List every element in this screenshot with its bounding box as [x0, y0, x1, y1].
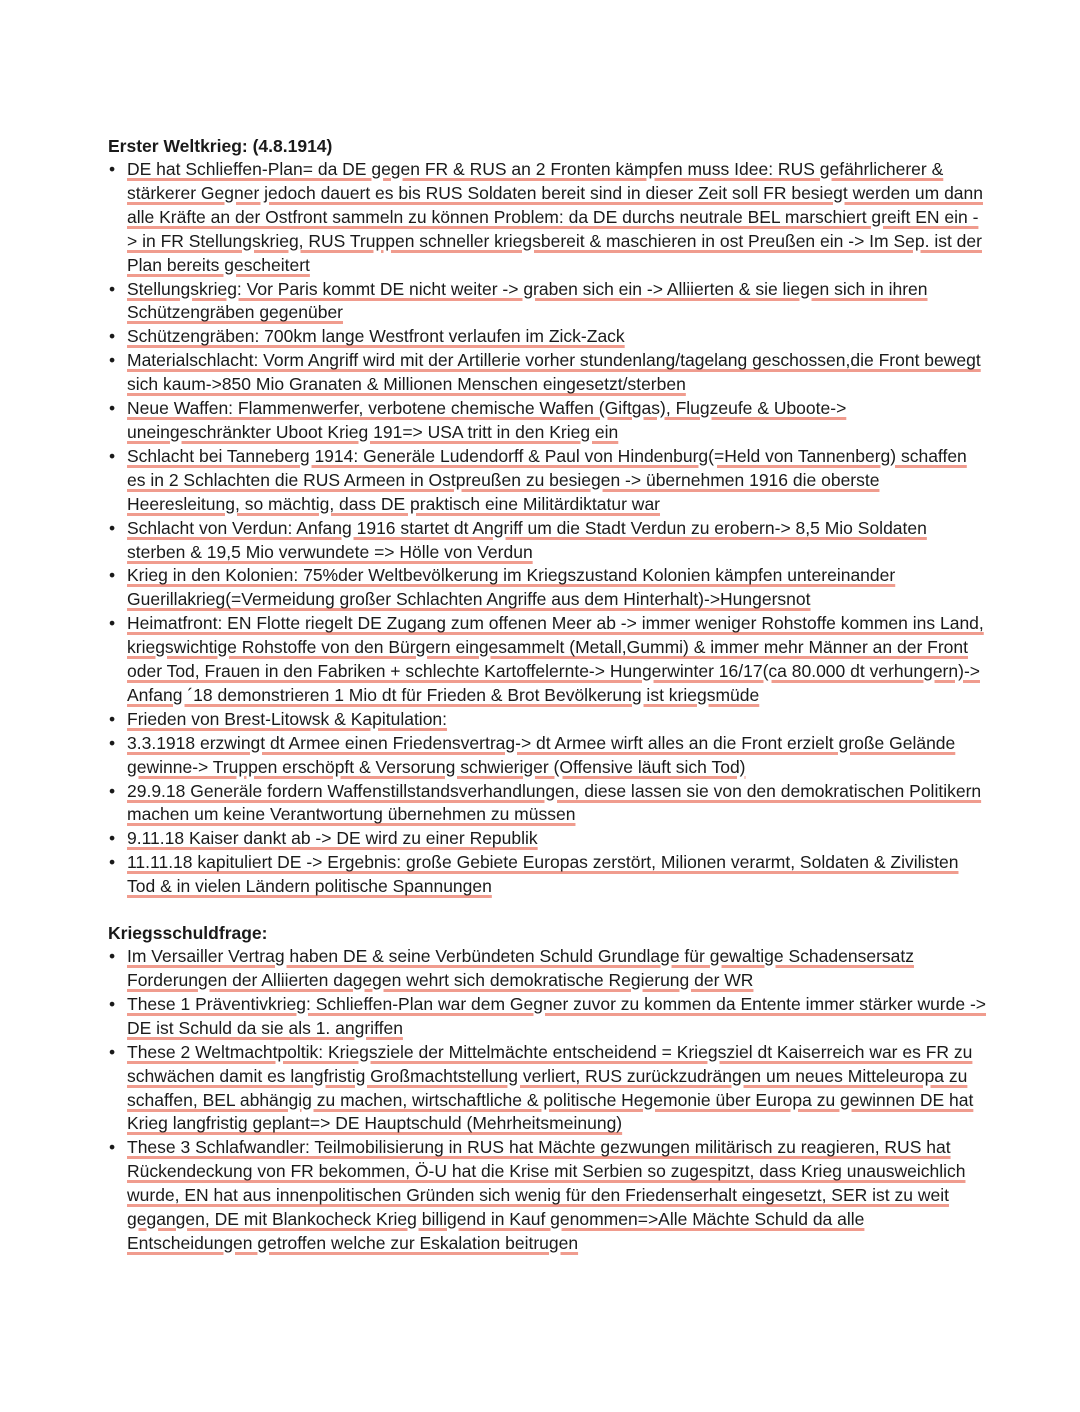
list-item: • Im Versailler Vertrag haben DE & seine Verbündeten Schuld Grundlage für gewaltige Schadensersatz Forderungen der Alliierten dagegen wehrt sich demokratische Regierung der WR — [108, 945, 988, 993]
list-item: • 29.9.18 Generäle fordern Waffenstillstandsverhandlungen, diese lassen sie von den demokratischen Politikern machen um keine Verantwortung übernehmen zu müssen — [108, 780, 988, 828]
bullet-list — [108, 945, 988, 1256]
list-item: • 9.11.18 Kaiser dankt ab -> DE wird zu einer Republik — [108, 827, 988, 851]
list-item: • Stellungskrieg: Vor Paris kommt DE nicht weiter -> graben sich ein -> Alliierten & sie liegen sich in ihren Schützengräben gegenüber — [108, 278, 988, 326]
notes-page — [108, 134, 988, 1278]
list-item: • DE hat Schlieffen-Plan= da DE gegen FR & RUS an 2 Fronten kämpfen muss Idee: RUS gefährlicherer & stärkerer Gegner jedoch dauert es bis RUS Soldaten bereit sind in dieser Zeit soll FR besiegt werden um dann alle Kräfte an der Ostfront sammeln zu können Problem: da DE durchs neutrale BEL marschiert greift EN ein -> in FR Stellungskrieg, RUS Truppen schneller kriegsbereit & maschieren in ost Preußen ein -> Im Sep. ist der Plan bereits gescheitert — [108, 158, 988, 278]
list-item: • These 2 Weltmachtpoltik: Kriegsziele der Mittelmächte entscheidend = Kriegsziel dt Kaiserreich war es FR zu schwächen damit es langfristig Großmachtstellung verliert, RUS zurückzudrängen um neues Mitteleuropa zu schaffen, BEL abhängig zu machen, wirtschaftliche & politische Hegemonie über Europa zu gewinnen DE hat Krieg langfristig geplant=> DE Hauptschuld (Mehrheitsmeinung) — [108, 1041, 988, 1137]
list-item: • Frieden von Brest-Litowsk & Kapitulation: — [108, 708, 988, 732]
list-item: • Materialschlacht: Vorm Angriff wird mit der Artillerie vorher stundenlang/tagelang geschossen,die Front bewegt sich kaum->850 Mio Granaten & Millionen Menschen eingesetzt/sterben — [108, 349, 988, 397]
list-item: • These 3 Schlafwandler: Teilmobilisierung in RUS hat Mächte gezwungen militärisch zu reagieren, RUS hat Rückendeckung von FR bekommen, Ö-U hat die Krise mit Serbien so zugespitzt, dass Krieg unausweichlich wurde, EN hat aus innenpolitischen Gründen sich wenig für den Friedenserhalt eingesetzt, SER ist zu weit gegangen, DE mit Blankocheck Krieg billigend in Kauf genommen=>Alle Mächte Schuld da alle Entscheidungen getroffen welche zur Eskalation beitrugen — [108, 1136, 988, 1256]
list-item: • These 1 Präventivkrieg: Schlieffen-Plan war dem Gegner zuvor zu kommen da Entente immer stärker wurde -> DE ist Schuld da sie als 1. angriffen — [108, 993, 988, 1041]
list-item: • Neue Waffen: Flammenwerfer, verbotene chemische Waffen (Giftgas), Flugzeufe & Uboote-> uneingeschränkter Uboot Krieg 191=> USA tritt in den Krieg ein — [108, 397, 988, 445]
section-kriegsschuldfrage — [108, 921, 988, 1256]
list-item: • 3.3.1918 erzwingt dt Armee einen Friedensvertrag-> dt Armee wirft alles an die Front erzielt große Gelände gewinne-> Truppen erschöpft & Versorung schwieriger (Offensive läuft sich Tod) — [108, 732, 988, 780]
section-heading: Kriegsschuldfrage: — [108, 923, 268, 944]
list-item: • Schlacht bei Tanneberg 1914: Generäle Ludendorff & Paul von Hindenburg(=Held von Tannenberg) schaffen es in 2 Schlachten die RUS Armeen in Ostpreußen zu besiegen -> übernehmen 1916 die oberste Heeresleitung, so mächtig, dass DE praktisch eine Militärdiktatur war — [108, 445, 988, 517]
list-item: • Krieg in den Kolonien: 75%der Weltbevölkerung im Kriegszustand Kolonien kämpfen untereinander Guerillakrieg(=Vermeidung großer Schlachten Angriffe aus dem Hinterhalt)->Hungersnot — [108, 564, 988, 612]
list-item: • Schützengräben: 700km lange Westfront verlaufen im Zick-Zack — [108, 325, 988, 349]
list-item: • 11.11.18 kapituliert DE -> Ergebnis: große Gebiete Europas zerstört, Milionen verarmt, Soldaten & Zivilisten Tod & in vielen Ländern politische Spannungen — [108, 851, 988, 899]
list-item: • Heimatfront: EN Flotte riegelt DE Zugang zum offenen Meer ab -> immer weniger Rohstoffe kommen ins Land, kriegswichtige Rohstoffe von den Bürgern eingesammelt (Metall,Gummi) & immer mehr Männer an der Front oder Tod, Frauen in den Fabriken + schlechte Kartoffelernte-> Hungerwinter 16/17(ca 80.000 dt verhungern)-> Anfang ´18 demonstrieren 1 Mio dt für Frieden & Brot Bevölkerung ist kriegsmüde — [108, 612, 988, 708]
bullet-list — [108, 158, 988, 899]
section-heading: Erster Weltkrieg: (4.8.1914) — [108, 136, 333, 156]
section-erster-weltkrieg — [108, 134, 988, 899]
list-item: • Schlacht von Verdun: Anfang 1916 startet dt Angriff um die Stadt Verdun zu erobern-> 8,5 Mio Soldaten sterben & 19,5 Mio verwundete => Hölle von Verdun — [108, 517, 988, 565]
